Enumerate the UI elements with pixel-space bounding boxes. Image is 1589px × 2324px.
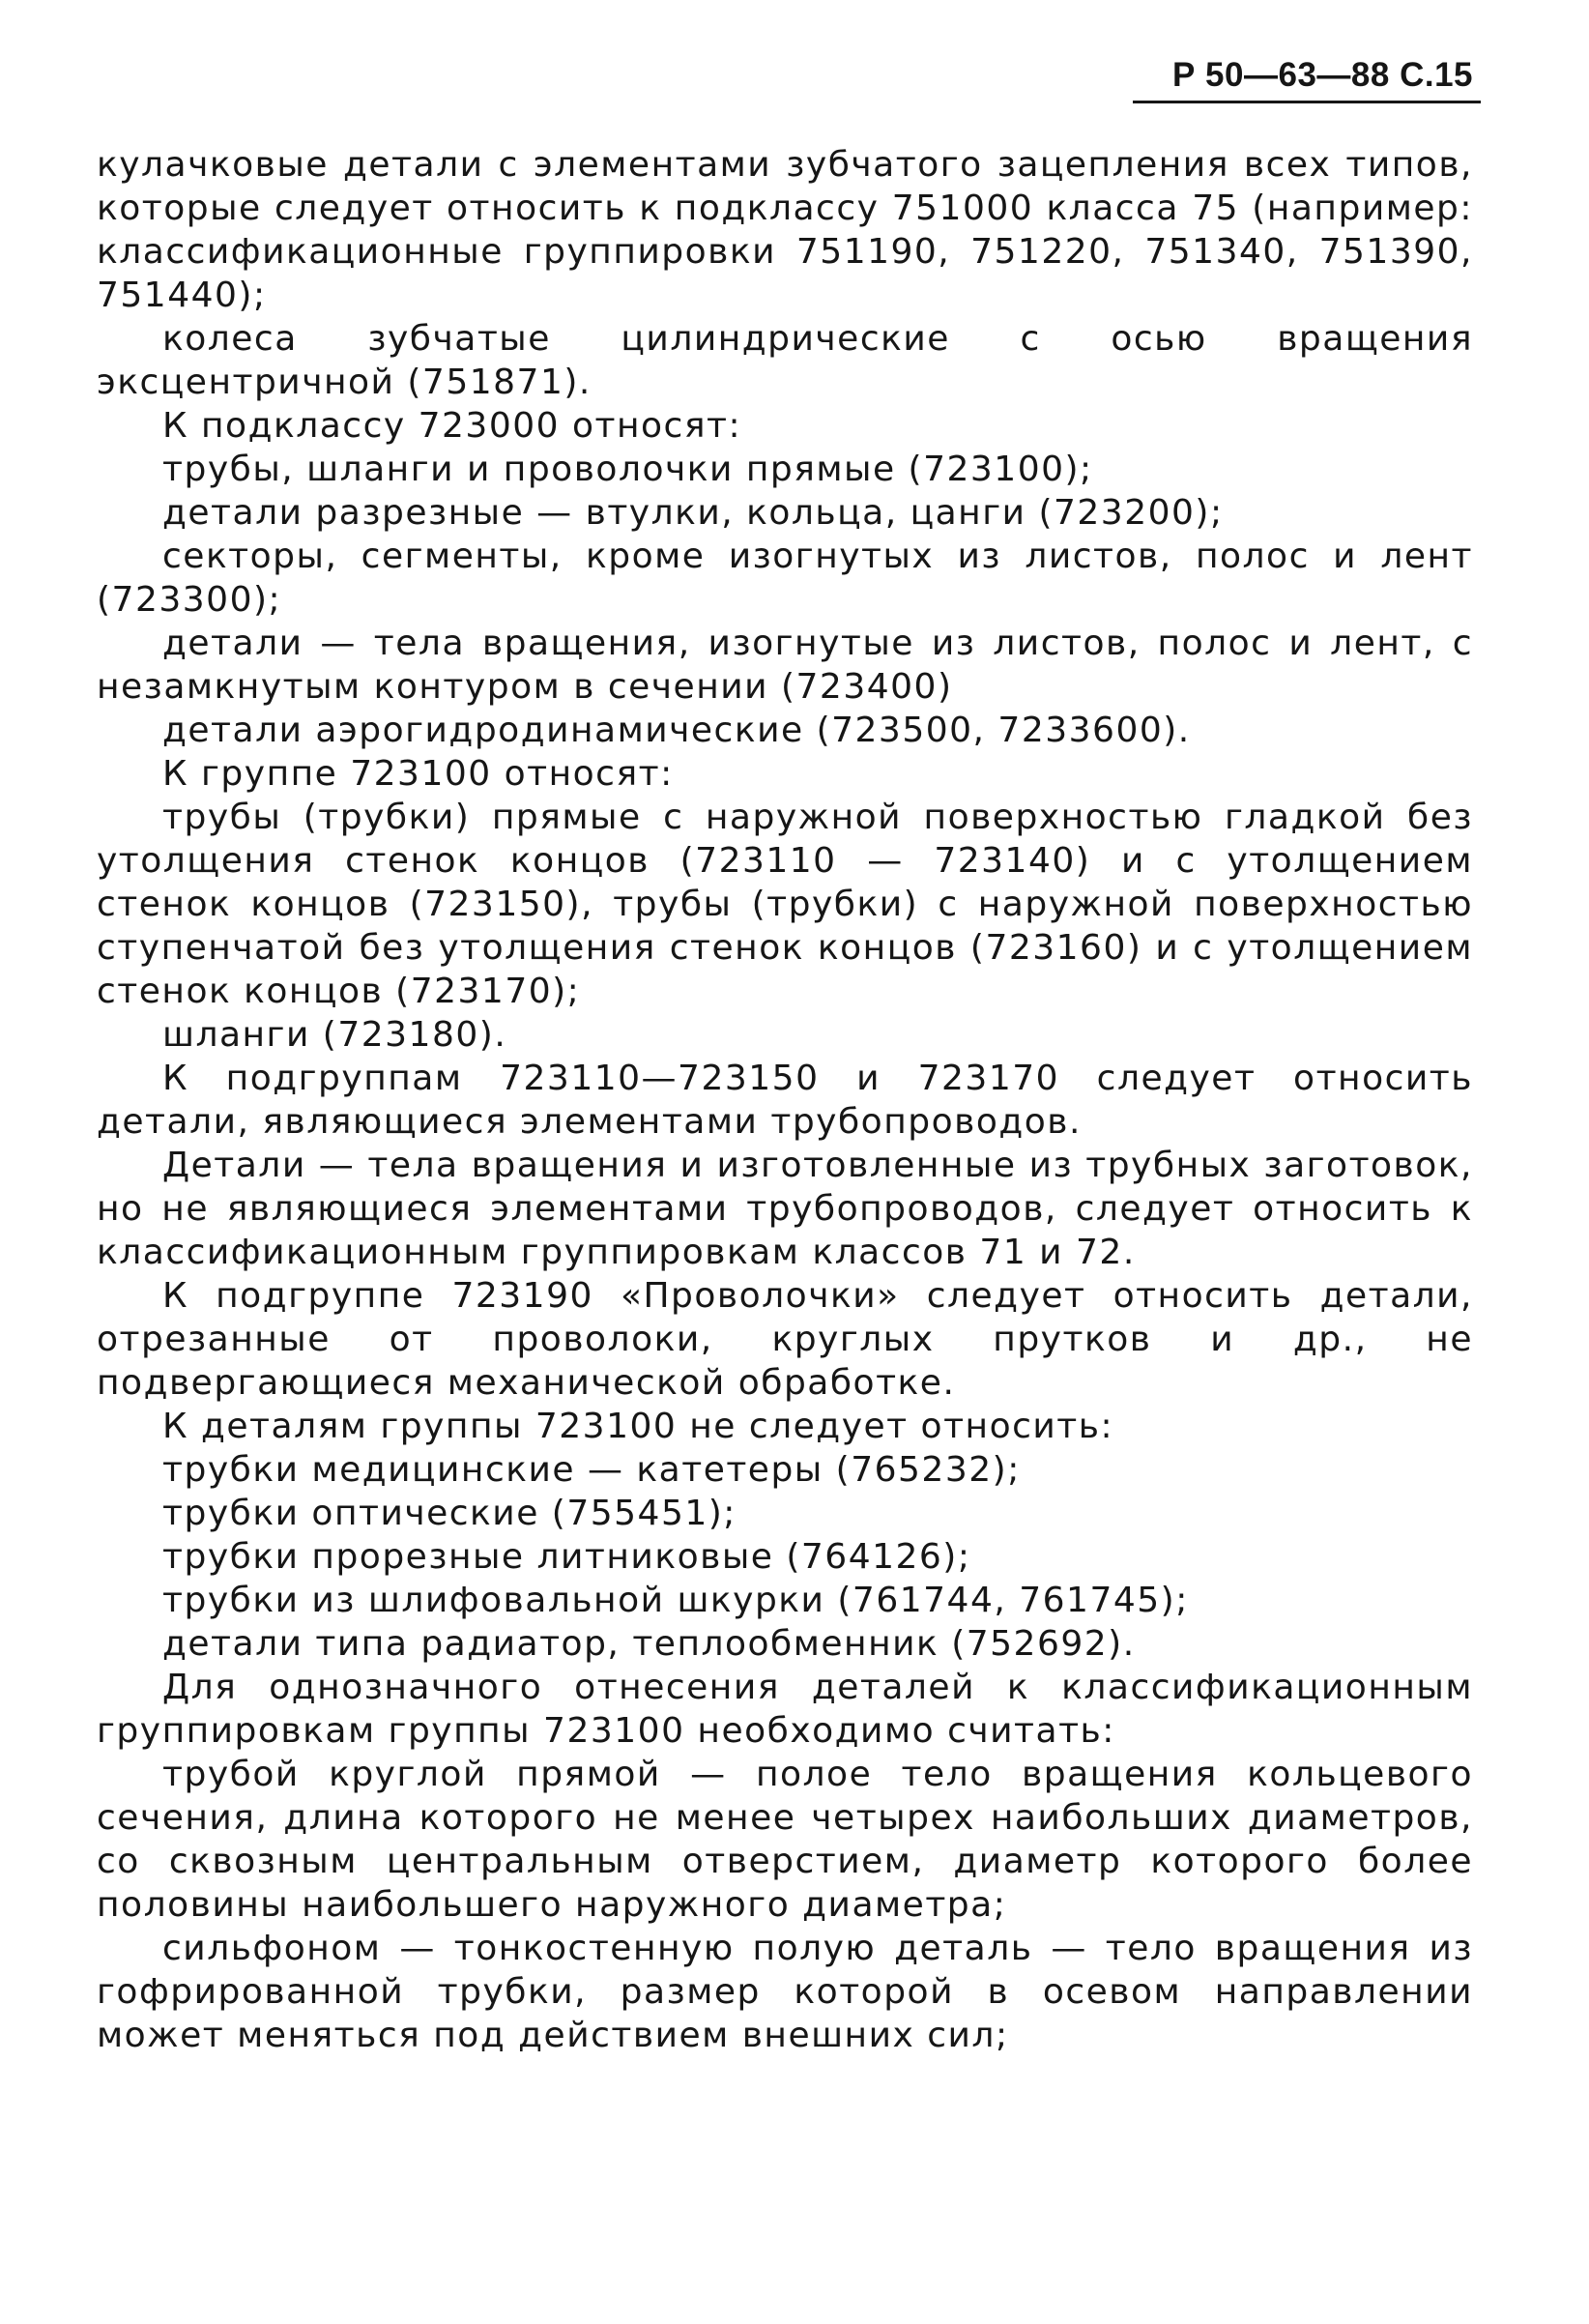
running-header: Р 50—63—88 С.15	[1171, 56, 1473, 94]
paragraph: трубки оптические (755451);	[162, 1494, 737, 1533]
paragraph: трубы, шланги и проволочки прямые (723100);	[162, 450, 1093, 489]
paragraph: К группе 723100 относят:	[162, 754, 674, 794]
header-rule	[1133, 101, 1481, 103]
paragraph: трубы (трубки) прямые с наружной поверхностью гладкой без утолщения стенок концов (723110 — 723140) и с утолщением стенок концов (723150), трубы (трубки) с наружной поверхностью ступенчатой без утолщения стенок концов (723160) и с утолщением стенок концов (723170);	[97, 798, 1473, 1011]
paragraph: К деталям группы 723100 не следует относить:	[162, 1407, 1114, 1446]
paragraph: сильфоном — тонкостенную полую деталь — тело вращения из гофрированной трубки, размер которой в осевом направлении может меняться под действием внешних сил;	[97, 1929, 1473, 2055]
paragraph: колеса зубчатые цилиндрические с осью вращения эксцентричной (751871).	[97, 319, 1473, 402]
paragraph: секторы, сегменты, кроме изогнутых из листов, полос и лент (723300);	[97, 537, 1473, 620]
body-text	[97, 143, 1473, 2057]
paragraph: трубки прорезные литниковые (764126);	[162, 1537, 971, 1577]
paragraph: К подгруппам 723110—723150 и 723170 следует относить детали, являющиеся элементами трубопроводов.	[97, 1059, 1473, 1142]
paragraph: детали разрезные — втулки, кольца, цанги (723200);	[162, 493, 1224, 533]
paragraph: детали аэрогидродинамические (723500, 7233600).	[162, 711, 1191, 750]
paragraph: детали типа радиатор, теплообменник (752692).	[162, 1624, 1136, 1664]
paragraph: Детали — тела вращения и изготовленные из трубных заготовок, но не являющиеся элементами трубопроводов, следует относить к классификационным группировкам классов 71 и 72.	[97, 1146, 1473, 1272]
paragraph: К подклассу 723000 относят:	[162, 406, 742, 446]
paragraph: К подгруппе 723190 «Проволочки» следует относить детали, отрезанные от проволоки, круглых прутков и др., не подвергающиеся механической обработке.	[97, 1276, 1473, 1403]
paragraph: детали — тела вращения, изогнутые из листов, полос и лент, с незамкнутым контуром в сечении (723400)	[97, 624, 1473, 707]
paragraph: шланги (723180).	[162, 1015, 507, 1055]
paragraph: трубой круглой прямой — полое тело вращения кольцевого сечения, длина которого не менее четырех наибольших диаметров, со сквозным центральным отверстием, диаметр которого более половины наибольшего наружного диаметра;	[97, 1755, 1473, 1925]
paragraph: кулачковые детали с элементами зубчатого зацепления всех типов, которые следует относить к подклассу 751000 класса 75 (например: классификационные группировки 751190, 751220, 751340, 751390, 751440);	[97, 145, 1473, 315]
paragraph: Для однозначного отнесения деталей к классификационным группировкам группы 723100 необходимо считать:	[97, 1668, 1473, 1751]
paragraph: трубки из шлифовальной шкурки (761744, 761745);	[162, 1581, 1189, 1620]
paragraph: трубки медицинские — катетеры (765232);	[162, 1450, 1021, 1490]
